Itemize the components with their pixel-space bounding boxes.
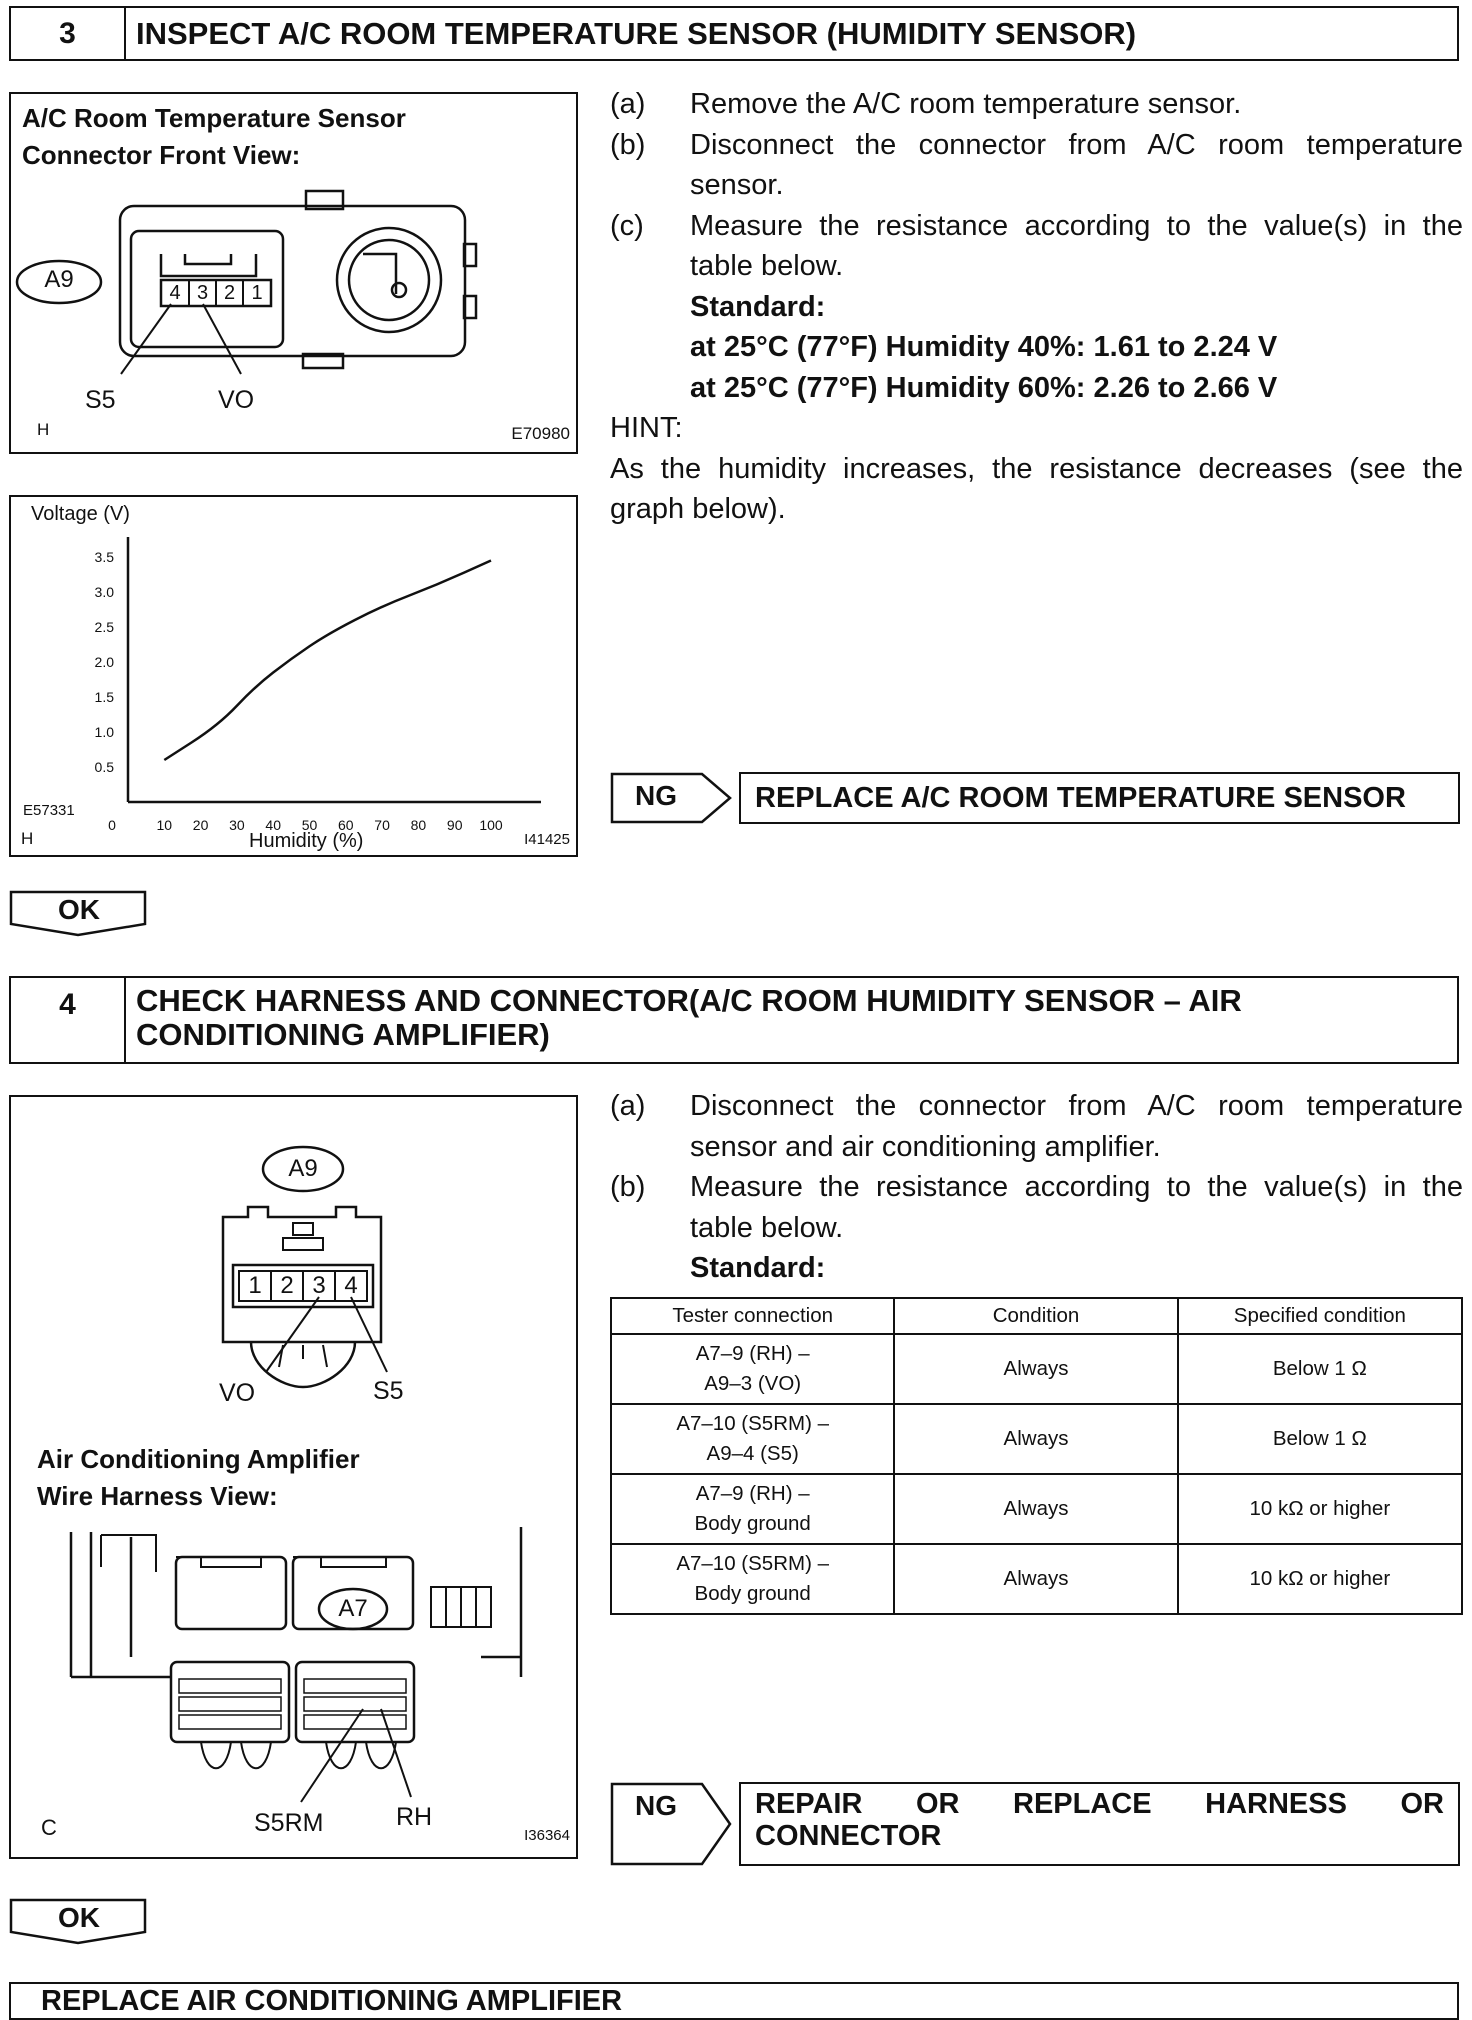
step4-header	[9, 976, 1459, 1064]
table-row	[611, 1404, 1462, 1474]
step-number: 3	[11, 8, 126, 59]
step-number: 4	[11, 978, 126, 1062]
instruction-item	[610, 1167, 1463, 1248]
standard-value: at 25°C (77°F) Humidity 60%: 2.26 to 2.66 V	[690, 371, 1278, 404]
pin-label: 4	[169, 282, 181, 304]
y-tick-label: 1.0	[94, 724, 114, 740]
terminal-label-s5rm: S5RM	[254, 1809, 324, 1837]
connector-id-a7: A7	[338, 1595, 368, 1622]
y-tick-label: 1.5	[94, 689, 114, 705]
hint-text: As the humidity increases, the resistance decreases (see the graph below).	[610, 452, 1463, 525]
figure-code: I41425	[524, 831, 570, 848]
item-label: (b)	[610, 128, 646, 161]
terminal-label-s5: S5	[85, 386, 116, 414]
figure-code: I36364	[524, 1827, 570, 1844]
tester-connection: A7–9 (RH) –	[695, 1342, 810, 1365]
corner-code: C	[41, 1815, 57, 1840]
tester-connection: A9–4 (S5)	[706, 1442, 799, 1465]
item-label: (a)	[610, 88, 646, 120]
table-row	[611, 1544, 1462, 1614]
voltage-curve	[164, 561, 491, 761]
table-header-row	[611, 1298, 1462, 1334]
instruction-item	[610, 1086, 1463, 1167]
pin-label: 1	[248, 1272, 262, 1299]
x-tick-label: 60	[338, 817, 354, 833]
ng-result-line: CONNECTOR	[755, 1820, 942, 1852]
ng-result-step4	[610, 1782, 1460, 1866]
harness-connector-figure	[9, 1095, 578, 1859]
table-header: Condition	[894, 1298, 1177, 1334]
pin-label: 2	[280, 1272, 294, 1299]
pin-label: 4	[344, 1272, 358, 1299]
tester-connection: Body ground	[694, 1512, 811, 1535]
y-tick-label: 2.5	[94, 619, 114, 635]
table-cell: 10 kΩ or higher	[1178, 1544, 1462, 1614]
table-header: Tester connection	[611, 1298, 894, 1334]
tester-connection: A7–10 (S5RM) –	[676, 1412, 830, 1435]
tester-connection: A7–10 (S5RM) –	[676, 1552, 830, 1575]
instruction-item	[610, 84, 1463, 125]
ng-result-text: REPLACE A/C ROOM TEMPERATURE SENSOR	[739, 772, 1460, 824]
figure-caption: Air Conditioning Amplifier	[37, 1444, 360, 1474]
ng-tag	[610, 772, 732, 824]
pin-label: 3	[312, 1272, 326, 1299]
table-cell: 10 kΩ or higher	[1178, 1474, 1462, 1544]
x-tick-label: 50	[301, 817, 318, 833]
corner-code: H	[21, 829, 34, 848]
table-row	[611, 1474, 1462, 1544]
x-tick-label: 100	[479, 817, 503, 833]
ok-indicator	[9, 1898, 149, 1946]
table-cell	[611, 1334, 894, 1404]
step-title: INSPECT A/C ROOM TEMPERATURE SENSOR (HUMIDITY SENSOR)	[136, 15, 1137, 51]
hint-label: HINT:	[610, 412, 683, 444]
table-cell: Always	[894, 1474, 1177, 1544]
table-cell: Always	[894, 1544, 1177, 1614]
ng-tag	[610, 1782, 732, 1866]
item-text: Measure the resistance according to the value(s) in the table below.	[690, 1171, 1463, 1244]
table-cell: Below 1 Ω	[1178, 1404, 1462, 1474]
terminal-label-vo: VO	[218, 386, 255, 414]
item-text: Disconnect the connector from A/C room temperature sensor and air conditioning amplifier.	[690, 1090, 1463, 1163]
x-tick-label: 0	[108, 817, 116, 833]
pin-label: 2	[223, 282, 236, 304]
figure-caption: A/C Room Temperature Sensor	[22, 103, 406, 133]
standard-value: at 25°C (77°F) Humidity 40%: 1.61 to 2.24 V	[690, 331, 1278, 363]
item-label: (a)	[610, 1090, 646, 1122]
ng-label: NG	[635, 780, 677, 811]
table-cell: Always	[894, 1404, 1177, 1474]
final-action-box	[9, 1982, 1459, 2020]
connector-front-view-figure	[9, 92, 578, 454]
item-text: Remove the A/C room temperature sensor.	[690, 88, 1242, 120]
step3-header	[9, 6, 1459, 61]
figure-caption: Connector Front View:	[22, 140, 301, 170]
table-cell	[611, 1474, 894, 1544]
terminal-label-vo: VO	[219, 1379, 256, 1407]
table-cell: Below 1 Ω	[1178, 1334, 1462, 1404]
table-cell	[611, 1544, 894, 1614]
ok-label: OK	[58, 1902, 100, 1933]
item-text: Measure the resistance according to the value(s) in the table below.	[690, 209, 1463, 282]
y-axis-label: Voltage (V)	[31, 503, 130, 525]
step4-instructions	[610, 1086, 1463, 1289]
step3-instructions	[610, 84, 1463, 530]
connector-id-a9: A9	[44, 266, 74, 293]
table-row	[611, 1334, 1462, 1404]
y-tick-label: 3.5	[94, 549, 114, 565]
x-tick-label: 30	[229, 817, 245, 833]
y-tick-label: 2.0	[94, 654, 114, 670]
figure-caption: Wire Harness View:	[37, 1481, 278, 1511]
ng-label: NG	[635, 1790, 677, 1821]
ng-result-line: REPAIR OR REPLACE HARNESS OR	[755, 1788, 1444, 1820]
table-cell	[611, 1404, 894, 1474]
pin-label: 1	[251, 282, 263, 304]
terminal-label-s5: S5	[373, 1377, 404, 1405]
x-tick-label: 80	[410, 817, 427, 833]
standard-label: Standard:	[690, 1252, 826, 1284]
tester-connection: A9–3 (VO)	[704, 1372, 802, 1395]
x-tick-label: 10	[156, 817, 173, 833]
table-header: Specified condition	[1178, 1298, 1462, 1334]
chart-code-left: E57331	[23, 802, 75, 819]
pin-label: 3	[196, 282, 209, 304]
final-action-text: REPLACE AIR CONDITIONING AMPLIFIER	[41, 1985, 623, 2017]
instruction-item	[610, 125, 1463, 206]
standard-label: Standard:	[690, 290, 826, 323]
x-tick-label: 20	[192, 817, 209, 833]
spec-table	[610, 1297, 1463, 1615]
ng-result-text	[739, 1782, 1460, 1866]
item-text: Disconnect the connector from A/C room temperature sensor.	[690, 128, 1463, 201]
tester-connection: Body ground	[694, 1582, 811, 1605]
item-label: (b)	[610, 1171, 646, 1203]
connector-id-a9: A9	[288, 1155, 318, 1182]
humidity-voltage-chart	[9, 495, 578, 857]
y-tick-label: 3.0	[94, 584, 114, 600]
ok-label: OK	[58, 894, 100, 925]
x-tick-label: 90	[446, 817, 463, 833]
y-tick-label: 0.5	[94, 759, 114, 775]
step-title: CHECK HARNESS AND CONNECTOR(A/C ROOM HUMIDITY SENSOR – AIR CONDITIONING AMPLIFIER)	[136, 983, 1242, 1052]
x-tick-label: 40	[265, 817, 281, 833]
tester-connection: A7–9 (RH) –	[695, 1482, 810, 1505]
chart-plot	[11, 497, 576, 855]
table-cell: Always	[894, 1334, 1177, 1404]
figure-code: E70980	[511, 424, 570, 443]
ok-indicator	[9, 890, 149, 938]
x-tick-label: 70	[374, 817, 390, 833]
terminal-label-rh: RH	[396, 1803, 433, 1831]
ng-result-step3	[610, 772, 1460, 824]
item-label: (c)	[610, 209, 644, 242]
instruction-item	[610, 206, 1463, 287]
corner-code: H	[37, 420, 50, 439]
x-axis-label: Humidity (%)	[249, 830, 364, 852]
